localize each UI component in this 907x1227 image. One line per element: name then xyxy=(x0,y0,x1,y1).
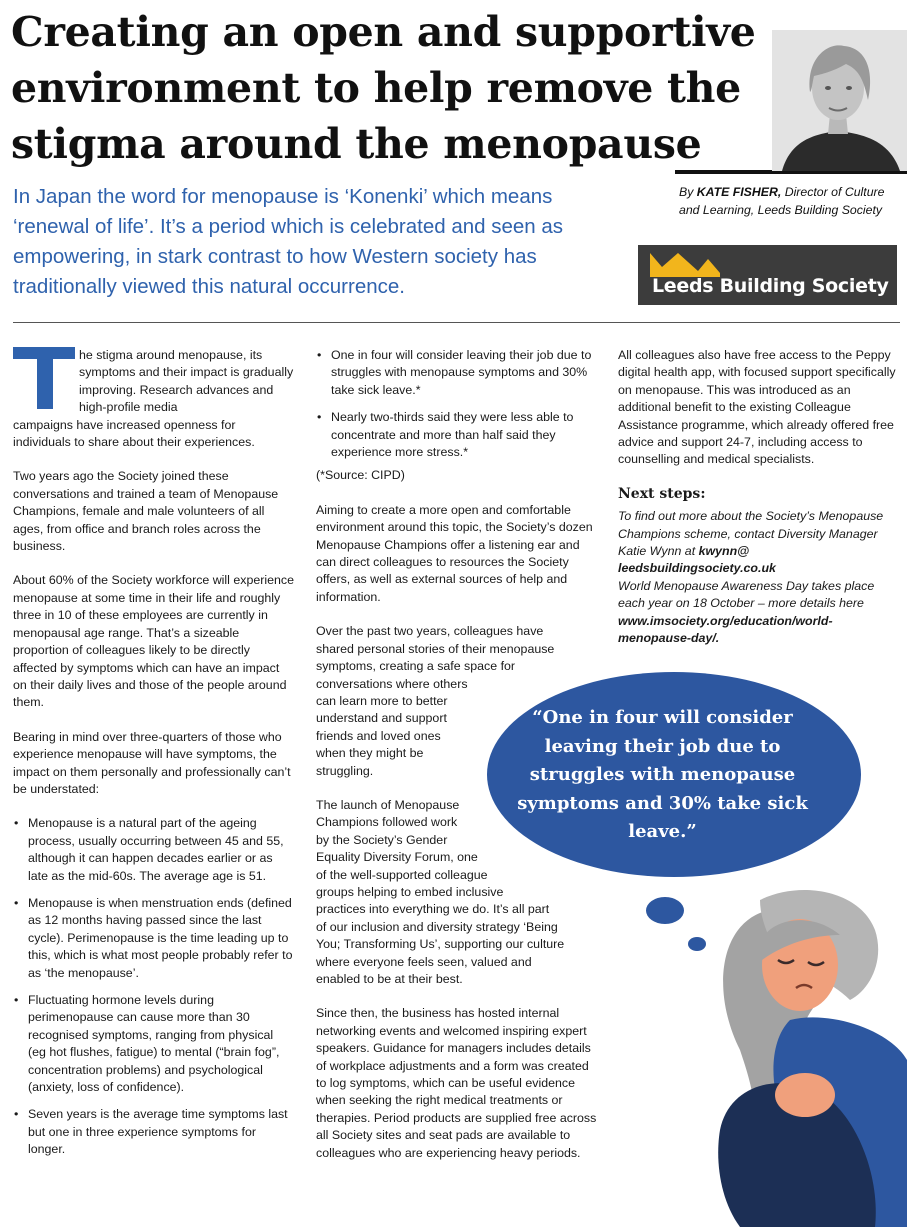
article-title: Creating an open and supportive environment to help remove the stigma around the menopause xyxy=(11,8,756,168)
text-line: friends and loved ones xyxy=(316,728,441,743)
text-line: by the Society’s Gender xyxy=(316,832,448,847)
standfirst: In Japan the word for menopause is ‘Konenki’ which means ‘renewal of life’. It’s a period which is celebrated and seen as empowering, in stark contrast to how Western society has traditionally viewed this natural occurrence. xyxy=(13,185,564,298)
list-item: • One in four will consider leaving their job due to struggles with menopause symptoms and 30% take sick leave.* xyxy=(316,347,597,399)
text-line: symptoms, creating a safe space for xyxy=(316,659,516,674)
pull-quote: “One in four will consider leaving their job due to struggles with menopause symptoms and 30% take sick leave.” xyxy=(517,707,808,842)
list-item: • Menopause is when menstruation ends (defined as 12 months having passed since the last cycle). Perimenopause is the time leading up to this, which is what most people probably refer to as ‘the menopause’. xyxy=(13,895,294,982)
text-line: shared personal stories of their menopause xyxy=(316,641,555,656)
list-item: • Menopause is a natural part of the ageing process, usually occurring between 45 and 55, although it can happen decades earlier or as late as the mid-60s. The average age is 51. xyxy=(13,815,294,885)
text-line: struggling. xyxy=(316,763,374,778)
text-line: of the well-supported colleague xyxy=(316,867,488,882)
contact-email[interactable]: kwynn@ leedsbuildingsociety.co.uk xyxy=(618,544,776,576)
sad-woman-illustration-icon xyxy=(700,880,907,1227)
text-line: where everyone feels seen, valued and xyxy=(316,954,532,969)
text-line: enabled to be at their best. xyxy=(316,972,463,986)
logo-mark-icon xyxy=(650,251,720,277)
text-line: Champions followed work xyxy=(316,815,458,830)
header-rule xyxy=(13,322,900,323)
byline-author: KATE FISHER, xyxy=(696,185,782,199)
text-line: practices into everything we do. It’s all part xyxy=(316,902,550,917)
col1-para3: About 60% of the Society workforce will experience menopause at some time in their life and roughly three in 10 of these employees are currently in menopausal age range. That’s a sizeable proportion of colleagues likely to be directly affected by symptoms which can have an impact on their daily lives and those of the people around them. xyxy=(13,573,294,710)
byline-prefix: By xyxy=(679,185,697,199)
column-1 xyxy=(13,347,294,1169)
text-line: groups helping to embed inclusive xyxy=(316,884,504,899)
text-line: understand and support xyxy=(316,711,447,726)
list-item: • Seven years is the average time symptoms last but one in three experience symptoms for longer. xyxy=(13,1106,294,1158)
source-note: (*Source: CIPD) xyxy=(316,468,405,483)
dropcap xyxy=(13,347,75,409)
ims-link[interactable]: www.imsociety.org/education/world-menopause-day/. xyxy=(618,613,833,646)
col1-para4: Bearing in mind over three-quarters of those who experience menopause will have symptoms, the impact on them personally and professionally can’t be understated: xyxy=(13,729,291,796)
bubble-dot-large xyxy=(646,897,684,924)
col2-bullet-list xyxy=(316,347,597,461)
author-portrait-icon xyxy=(772,30,907,171)
next-steps-intro: To find out more about the Society’s Menopause Champions scheme, contact Diversity Manager Katie Wynn at xyxy=(618,509,884,559)
text-line: when they might be xyxy=(316,746,424,761)
text-line: Over the past two years, colleagues have xyxy=(316,624,544,639)
column-3 xyxy=(618,347,901,665)
col1-para1-rest: campaigns have increased openness for individuals to share about their experiences. xyxy=(13,417,255,450)
text-line: of our inclusion and diversity strategy ‘Being xyxy=(316,919,558,934)
text-line: The launch of Menopause xyxy=(316,797,460,812)
col1-para1-start: he stigma around menopause, its symptoms and their impact is gradually improving. Research advances and high-profile media xyxy=(79,348,294,415)
list-item: • Nearly two-thirds said they were less able to concentrate and more than half said they experience more stress.* xyxy=(316,409,597,461)
text-line: Equality Diversity Forum, one xyxy=(316,850,478,865)
awareness-day-text: World Menopause Awareness Day takes place each year on 18 October – more details here xyxy=(618,578,875,611)
list-item: • Fluctuating hormone levels during perimenopause can cause more than 30 recognised symptoms, ranging from physical (eg hot flushes, fatigue) to mental (“brain fog”, concentration problems) and psychological (anxiety, loss of confidence). xyxy=(13,992,294,1096)
text-line: You; Transforming Us’, supporting our culture xyxy=(316,937,565,952)
text-line: conversations where others xyxy=(316,676,468,691)
text-line: can learn more to better xyxy=(316,693,448,708)
col1-bullet-list xyxy=(13,815,294,1158)
leeds-logo xyxy=(638,245,897,305)
col2-para4: Since then, the business has hosted internal networking events and welcomed inspiring expert speakers. Guidance for managers includes details of workplace adjustments and a form was created to log symptoms, which can be useful evidence when seeking the right medical treatments or therapies. Period products are supplied free across all Society sites and seat pads are available to colleagues who are experiencing heavy periods. xyxy=(316,1006,597,1160)
col1-para2: Two years ago the Society joined these conversations and trained a team of Menopause Champions, female and male volunteers of all ages, from office and branch roles across the business. xyxy=(13,469,279,554)
logo-text: Leeds Building Society xyxy=(652,275,889,297)
author-photo xyxy=(772,30,907,171)
col3-para1: All colleagues also have free access to the Peppy digital health app, with focused support specifically on menopause. This was introduced as an additional benefit to the existing Colleague Assistance programme, which already offered free advice and support 24-7, including access to counselling and medical specialists. xyxy=(618,348,896,467)
col2-para1: Aiming to create a more open and comfortable environment around this topic, the Society’s dozen Menopause Champions offer a listening ear and can direct colleagues to resources the Society offers, as well as external sources of help and information. xyxy=(316,502,593,604)
byline xyxy=(679,183,907,219)
next-steps-text xyxy=(618,508,901,647)
byline-role: Director of Culture and Learning, Leeds Building Society xyxy=(679,185,885,217)
next-steps-heading: Next steps: xyxy=(618,485,706,502)
